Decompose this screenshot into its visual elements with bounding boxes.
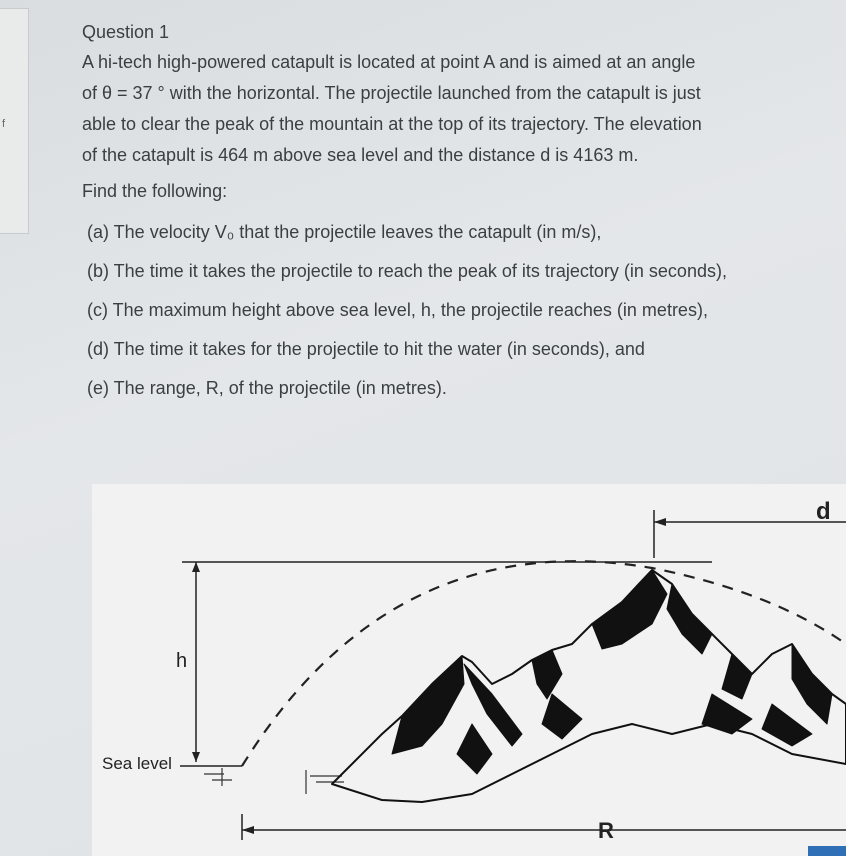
- r-arrow-head: [242, 826, 254, 834]
- d-arrow-head: [654, 518, 666, 526]
- question-content: [82, 22, 822, 413]
- question-line-3: able to clear the peak of the mountain at the top of its trajectory. The elevation: [82, 114, 702, 134]
- part-c: (c) The maximum height above sea level, h, the projectile reaches (in metres),: [87, 300, 708, 320]
- corner-button[interactable]: [808, 846, 846, 856]
- question-line-1: A hi-tech high-powered catapult is located at point A and is aimed at an angle: [82, 52, 696, 72]
- part-d: (d) The time it takes for the projectile to hit the water (in seconds), and: [87, 339, 645, 359]
- h-arrow-top: [192, 562, 200, 572]
- h-arrow-bottom: [192, 752, 200, 762]
- question-title: Question 1: [82, 22, 170, 42]
- label-h: h: [176, 650, 188, 672]
- label-sea-level: Sea level: [102, 754, 172, 773]
- water-marks: [204, 768, 344, 794]
- side-mark: f: [2, 118, 6, 130]
- mountain-range: [332, 570, 846, 802]
- label-r: R: [598, 818, 614, 843]
- projectile-diagram: [92, 484, 846, 856]
- question-line-2: of θ = 37 ° with the horizontal. The projectile launched from the catapult is just: [82, 83, 701, 103]
- diagram-svg: [92, 484, 846, 856]
- find-label: Find the following:: [82, 181, 228, 201]
- question-line-4: of the catapult is 464 m above sea level and the distance d is 4163 m.: [82, 145, 639, 165]
- part-a: (a) The velocity V₀ that the projectile leaves the catapult (in m/s),: [87, 222, 602, 242]
- label-d: d: [816, 498, 831, 525]
- part-b: (b) The time it takes the projectile to reach the peak of its trajectory (in seconds),: [87, 261, 727, 281]
- part-e: (e) The range, R, of the projectile (in metres).: [87, 378, 447, 398]
